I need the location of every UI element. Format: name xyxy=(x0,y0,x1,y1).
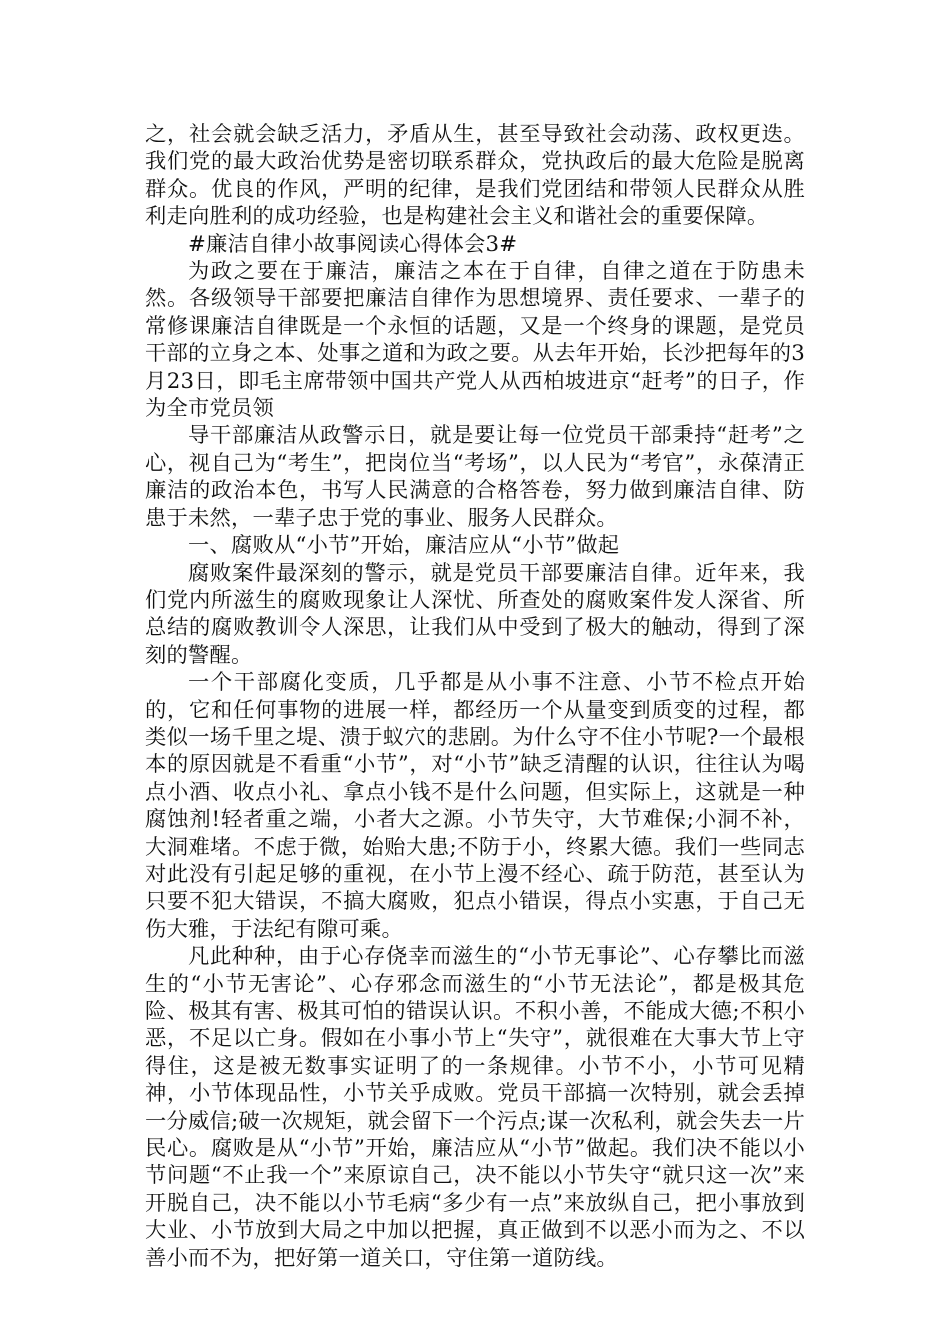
paragraph: 一个干部腐化变质，几乎都是从小事不注意、小节不检点开始的，它和任何事物的进展一样，都经历一个从量变到质变的过程，都类似一场千里之堤、溃于蚁穴的悲剧。为什么守不住小节呢?一个最根本的原因就是不看重“小节”，对“小节”缺乏清醒的认识，往往认为喝点小酒、收点小礼、拿点小钱不是什么问题，但实际上，这就是一种腐蚀剂!轻者重之端，小者大之源。小节失守，大节难保;小洞不补，大洞难堵。不虑于微，始贻大患;不防于小，终累大德。我们一些同志对此没有引起足够的重视，在小节上漫不经心、疏于防范，甚至认为只要不犯大错误，不搞大腐败，犯点小错误，得点小实惠，于自己无伤大雅，于法纪有隙可乘。 xyxy=(145,670,805,942)
paragraph: 腐败案件最深刻的警示，就是党员干部要廉洁自律。近年来，我们党内所滋生的腐败现象让人深忧、所查处的腐败案件发人深省、所总结的腐败教训令人深思，让我们从中受到了极大的触动，得到了深刻的警醒。 xyxy=(145,560,805,668)
subsection-heading: 一、腐败从“小节”开始，廉洁应从“小节”做起 xyxy=(188,533,620,559)
paragraph: 为政之要在于廉洁，廉洁之本在于自律，自律之道在于防患未然。各级领导干部要把廉洁自律作为思想境界、责任要求、一辈子的常修课廉洁自律既是一个永恒的话题，又是一个终身的课题，是党员干部的立身之本、处事之道和为政之要。从去年开始，长沙把每年的3月23日，即毛主席带领中国共产党人从西柏坡进京“赶考”的日子，作为全市党员领 xyxy=(145,259,805,422)
paragraph-continuation: 之，社会就会缺乏活力，矛盾从生，甚至导致社会动荡、政权更迭。我们党的最大政治优势是密切联系群众，党执政后的最大危险是脱离群众。优良的作风，严明的纪律，是我们党团结和带领人民群众从胜利走向胜利的成功经验，也是构建社会主义和谐社会的重要保障。 xyxy=(145,122,805,230)
paragraph: 导干部廉洁从政警示日，就是要让每一位党员干部秉持“赶考”之心，视自己为“考生”，把岗位当“考场”，以人民为“考官”，永葆清正廉洁的政治本色，书写人民满意的合格答卷，努力做到廉洁自律、防患于未然，一辈子忠于党的事业、服务人民群众。 xyxy=(145,423,805,531)
section-heading: #廉洁自律小故事阅读心得体会3# xyxy=(188,231,518,257)
document-body xyxy=(145,121,805,1272)
paragraph: 凡此种种，由于心存侥幸而滋生的“小节无事论”、心存攀比而滋生的“小节无害论”、心存邪念而滋生的“小节无法论”，都是极其危险、极其有害、极其可怕的错误认识。不积小善，不能成大德;不积小恶，不足以亡身。假如在小事小节上“失守”，就很难在大事大节上守得住，这是被无数事实证明了的一条规律。小节不小，小节可见精神，小节体现品性，小节关乎成败。党员干部搞一次特别，就会丢掉一分威信;破一次规矩，就会留下一个污点;谋一次私利，就会失去一片民心。腐败是从“小节”开始，廉洁应从“小节”做起。我们决不能以小节问题“不止我一个”来原谅自己，决不能以小节失守“就只这一次”来开脱自己，决不能以小节毛病“多少有一点”来放纵自己，把小事放到大业、小节放到大局之中加以把握，真正做到不以恶小而为之、不以善小而不为，把好第一道关口，守住第一道防线。 xyxy=(145,944,805,1271)
